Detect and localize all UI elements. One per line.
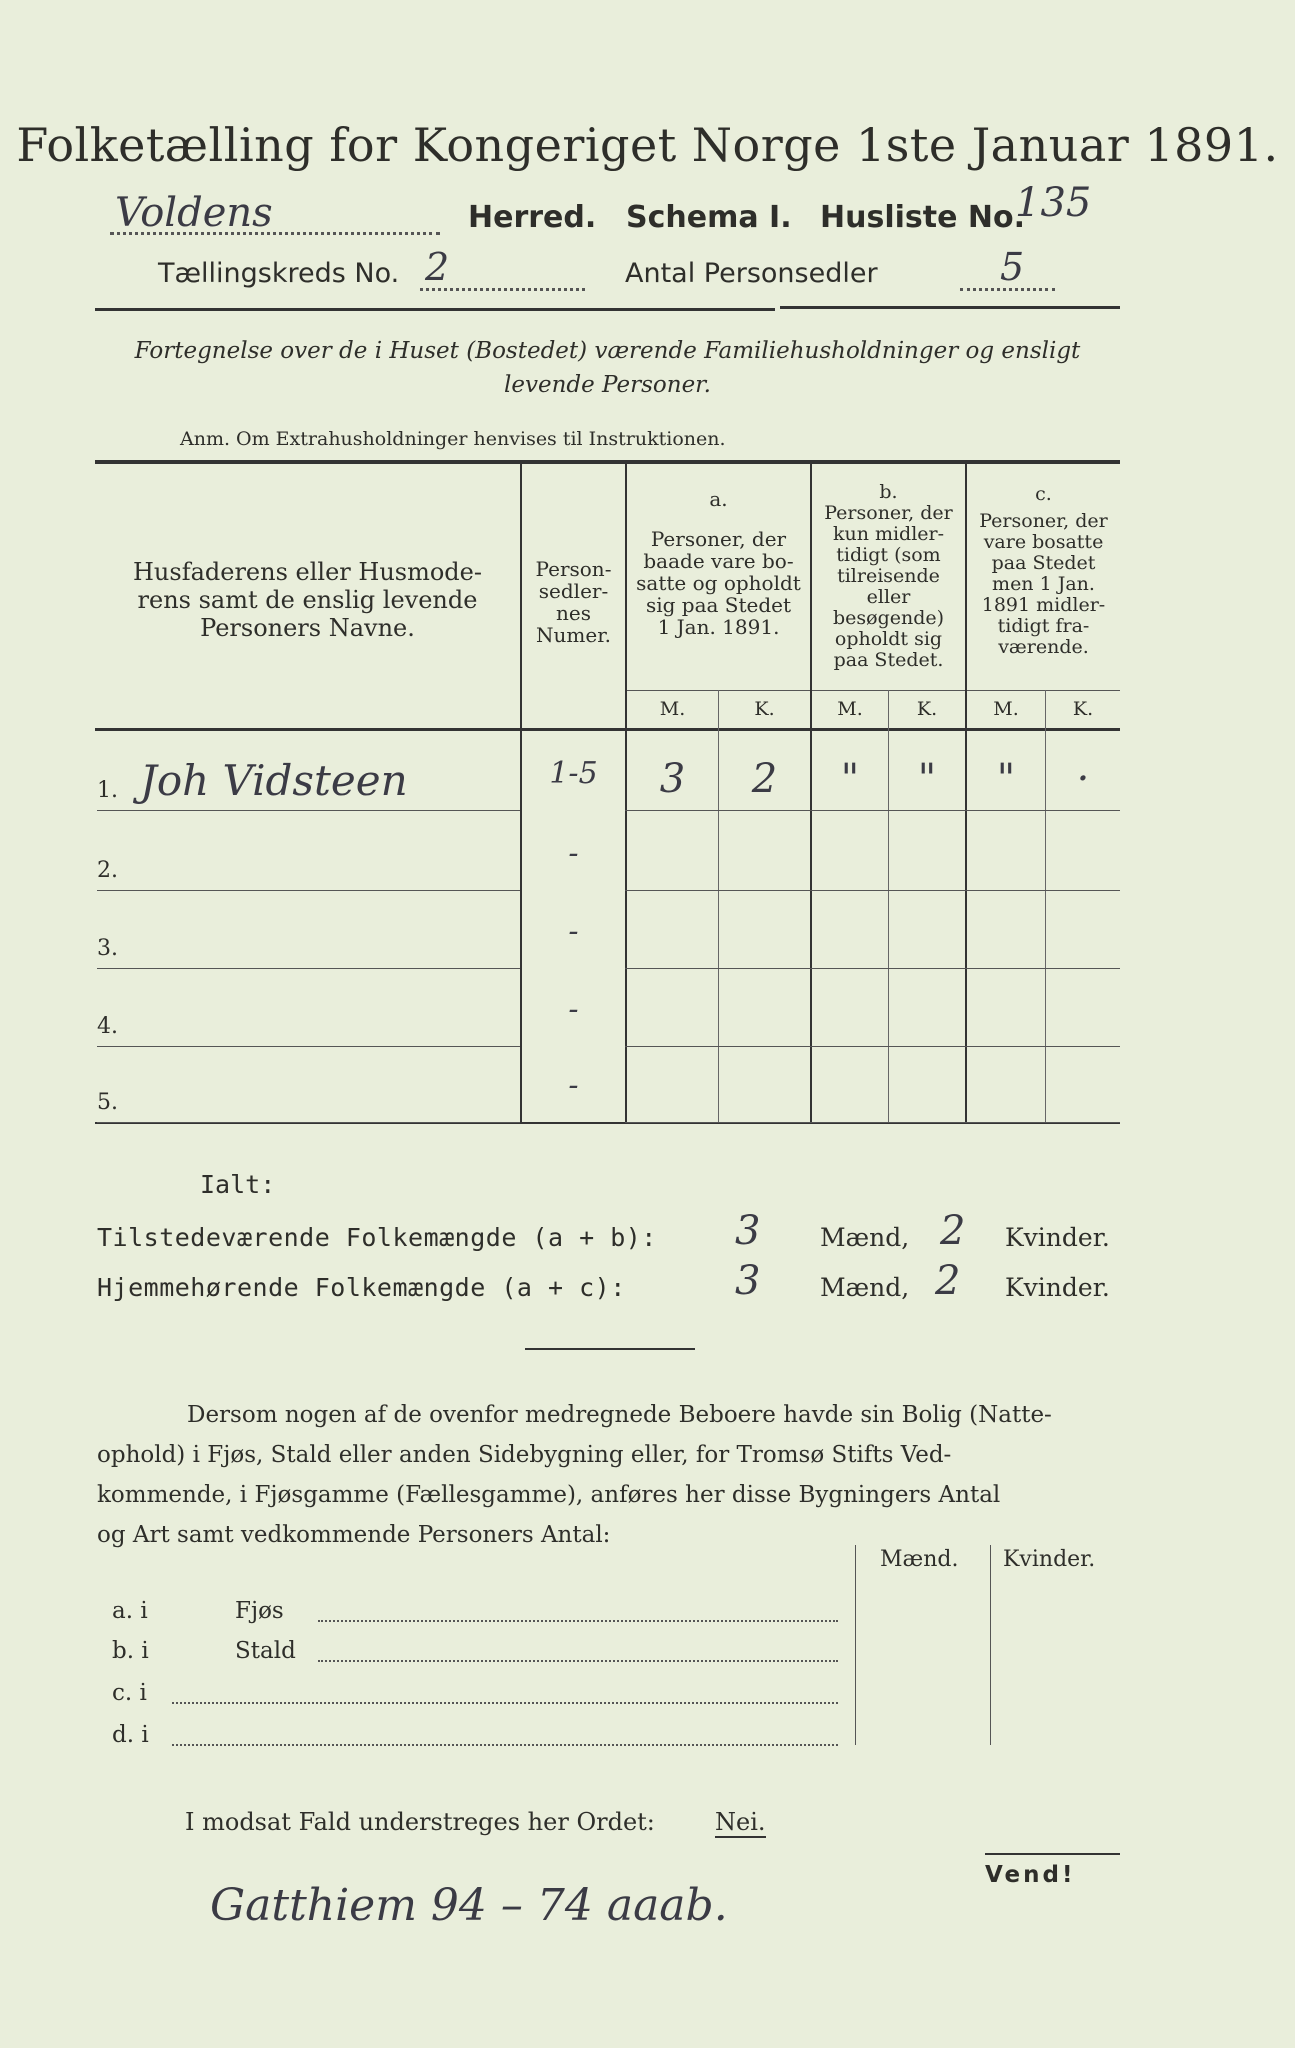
col-c-k: K. bbox=[1072, 698, 1094, 720]
row-rule-right bbox=[625, 1122, 1120, 1123]
antal-dotline bbox=[960, 288, 1055, 291]
row-rule bbox=[97, 890, 520, 891]
totals-line1-m: 3 bbox=[735, 1208, 761, 1254]
ob-item-letter: d. i bbox=[112, 1722, 149, 1748]
col-a-line4: sig paa Stedet bbox=[645, 593, 792, 617]
ob-col-divider-2 bbox=[990, 1545, 991, 1745]
ob-line-1: Dersom nogen af de ovenfor medregnede Beboere havde sin Bolig (Natte- bbox=[187, 1402, 1052, 1428]
row-cell-num: 1-5 bbox=[549, 756, 598, 791]
totals-line2-kvinder: Kvinder. bbox=[1005, 1273, 1110, 1302]
husliste-value: 135 bbox=[1015, 180, 1092, 226]
header-rule-left bbox=[95, 308, 775, 311]
row-cell-bk: " bbox=[917, 756, 937, 802]
col-a-k: K. bbox=[754, 698, 775, 720]
ob-line-3: kommende, i Fjøsgamme (Fællesgamme), anføres her disse Bygningers Antal bbox=[97, 1482, 1001, 1508]
antal-label: Antal Personsedler bbox=[625, 258, 878, 289]
col-c-letter: c. bbox=[1035, 483, 1052, 505]
kreds-value: 2 bbox=[425, 245, 450, 289]
vend-rule bbox=[985, 1853, 1120, 1855]
col-a-line1: Personer, der bbox=[650, 527, 787, 551]
ob-item-letter: a. i bbox=[112, 1598, 148, 1624]
col-num-header bbox=[522, 558, 625, 646]
col-c-line6: tidigt fra- bbox=[997, 615, 1090, 637]
intro-line-1: Fortegnelse over de i Huset (Bostedet) værende Familiehusholdninger og ensligt bbox=[134, 338, 1081, 364]
totals-line2-label: Hjemmehørende Folkemængde (a + c): bbox=[97, 1273, 626, 1302]
col-a-mk-divider bbox=[718, 690, 719, 1122]
col-b-line5: eller bbox=[866, 586, 911, 608]
col-c-line7: værende. bbox=[998, 636, 1089, 658]
col-a-line3: satte og opholdt bbox=[636, 571, 801, 595]
herred-label: Herred. bbox=[468, 200, 597, 235]
outbuildings-paragraph bbox=[97, 1395, 1120, 1555]
col-b-line7: opholdt sig bbox=[834, 628, 943, 650]
col-c-line4: men 1 Jan. bbox=[992, 573, 1095, 595]
col-a-header bbox=[627, 488, 810, 638]
ob-item-label: Stald bbox=[235, 1638, 296, 1664]
row-rule-right bbox=[625, 968, 1120, 969]
row-cell-ck: · bbox=[1076, 756, 1090, 802]
ob-item-dotline bbox=[318, 1620, 838, 1622]
annotation-note: Anm. Om Extrahusholdninger henvises til Instruktionen. bbox=[180, 428, 726, 450]
col-b-letter: b. bbox=[879, 481, 898, 503]
col-c-line3: paa Stedet bbox=[991, 552, 1096, 574]
schema-label: Schema I. bbox=[626, 200, 792, 235]
intro-line-2: levende Personer. bbox=[504, 372, 711, 398]
col-num-line3: nes bbox=[556, 601, 591, 625]
totals-line1-kvinder: Kvinder. bbox=[1005, 1223, 1110, 1252]
ob-item-dotline bbox=[318, 1660, 838, 1662]
row-rule-right bbox=[625, 890, 1120, 891]
row-cell-num: - bbox=[568, 1068, 579, 1103]
husliste-label: Husliste No. bbox=[820, 200, 1025, 235]
row-rule bbox=[97, 1122, 520, 1123]
col-num-line4: Numer. bbox=[536, 623, 611, 647]
row-cell-num: - bbox=[568, 836, 579, 871]
ialt-label: Ialt: bbox=[200, 1170, 276, 1199]
ob-item-dotline bbox=[172, 1744, 838, 1746]
footer-handwritten-note: Gatthiem 94 – 74 aaab. bbox=[210, 1880, 728, 1931]
row-cell-bm: " bbox=[840, 756, 860, 802]
totals-line1-k: 2 bbox=[940, 1208, 966, 1254]
ob-col-divider-1 bbox=[855, 1545, 856, 1745]
totals-line2-m: 3 bbox=[735, 1258, 761, 1304]
col-name-header bbox=[100, 558, 515, 642]
row-number: 4. bbox=[97, 1014, 118, 1039]
row-number: 2. bbox=[97, 858, 118, 883]
row-rule-right bbox=[625, 810, 1120, 811]
row-rule bbox=[97, 968, 520, 969]
col-a-line2: baade vare bo- bbox=[643, 549, 794, 573]
row-cell-cm: " bbox=[996, 756, 1016, 802]
row-rule-right bbox=[625, 1046, 1120, 1047]
section-divider bbox=[525, 1348, 695, 1350]
col-b-line1: Personer, der bbox=[824, 502, 953, 524]
col-c-m: M. bbox=[993, 698, 1019, 720]
totals-line2-maend: Mænd, bbox=[820, 1273, 910, 1302]
row-number: 5. bbox=[97, 1090, 118, 1115]
antal-value: 5 bbox=[1000, 245, 1025, 289]
col-c-header bbox=[967, 484, 1120, 658]
row-cell-num: - bbox=[568, 992, 579, 1027]
col-b-k: K. bbox=[916, 698, 938, 720]
kreds-dotline bbox=[420, 288, 585, 291]
totals-line1-maend: Mænd, bbox=[820, 1223, 910, 1252]
col-c-mk-divider bbox=[1045, 690, 1046, 1122]
row-number: 3. bbox=[97, 936, 118, 961]
row-cell-num: - bbox=[568, 914, 579, 949]
underline-instruction: I modsat Fald understreges her Ordet: bbox=[185, 1808, 655, 1836]
col-b-m: M. bbox=[837, 698, 863, 720]
ob-item-letter: b. i bbox=[112, 1638, 149, 1664]
ob-col-maend: Mænd. bbox=[880, 1547, 959, 1572]
col-c-line1: Personer, der bbox=[979, 510, 1108, 532]
row-rule bbox=[97, 1046, 520, 1047]
col-b-mk-divider bbox=[888, 690, 889, 1122]
ob-item-dotline bbox=[172, 1702, 838, 1704]
col-c-line5: 1891 midler- bbox=[981, 594, 1106, 616]
col-b-line4: tilreisende bbox=[837, 565, 940, 587]
totals-line2-k: 2 bbox=[935, 1258, 961, 1304]
col-b-header bbox=[812, 482, 965, 671]
col-b-line6: besøgende) bbox=[832, 607, 945, 629]
totals-line1-label: Tilstedeværende Folkemængde (a + b): bbox=[97, 1223, 657, 1252]
col-name-line2: rens samt de enslig levende bbox=[137, 586, 478, 614]
page-title: Folketælling for Kongeriget Norge 1ste Januar 1891. bbox=[16, 118, 1279, 172]
vend-label: Vend! bbox=[985, 1862, 1076, 1888]
col-b-line3: tidigt (som bbox=[836, 544, 941, 566]
kreds-label: Tællingskreds No. bbox=[158, 258, 400, 289]
herred-value: Voldens bbox=[115, 190, 273, 236]
underline-word: Nei. bbox=[715, 1808, 766, 1836]
row-cell-am: 3 bbox=[659, 756, 686, 802]
col-b-line2: kun midler- bbox=[832, 523, 945, 545]
col-c-line2: vare bosatte bbox=[983, 531, 1104, 553]
row-cell-ak: 2 bbox=[751, 756, 778, 802]
col-a-m: M. bbox=[659, 698, 686, 720]
ob-line-2: ophold) i Fjøs, Stald eller anden Sidebygning eller, for Tromsø Stifts Ved- bbox=[97, 1442, 952, 1468]
herred-dotline bbox=[110, 232, 440, 235]
row-number: 1. bbox=[97, 778, 118, 803]
col-a-line5: 1 Jan. 1891. bbox=[657, 615, 780, 639]
row-rule bbox=[97, 810, 520, 811]
col-name-line3: Personers Navne. bbox=[200, 614, 415, 642]
ob-item-label: Fjøs bbox=[235, 1598, 284, 1624]
row-name: Joh Vidsteen bbox=[140, 756, 408, 805]
ob-line-4: og Art samt vedkommende Personers Antal: bbox=[97, 1522, 611, 1548]
col-num-line2: sedler- bbox=[538, 579, 609, 603]
col-name-line1: Husfaderens eller Husmode- bbox=[133, 558, 482, 586]
ob-item-letter: c. i bbox=[112, 1680, 147, 1706]
col-num-line1: Person- bbox=[535, 557, 612, 581]
col-b-line8: paa Stedet. bbox=[833, 649, 944, 671]
header-rule-right bbox=[780, 306, 1120, 309]
col-a-letter: a. bbox=[709, 487, 728, 511]
ob-col-kvinder: Kvinder. bbox=[1003, 1547, 1096, 1572]
